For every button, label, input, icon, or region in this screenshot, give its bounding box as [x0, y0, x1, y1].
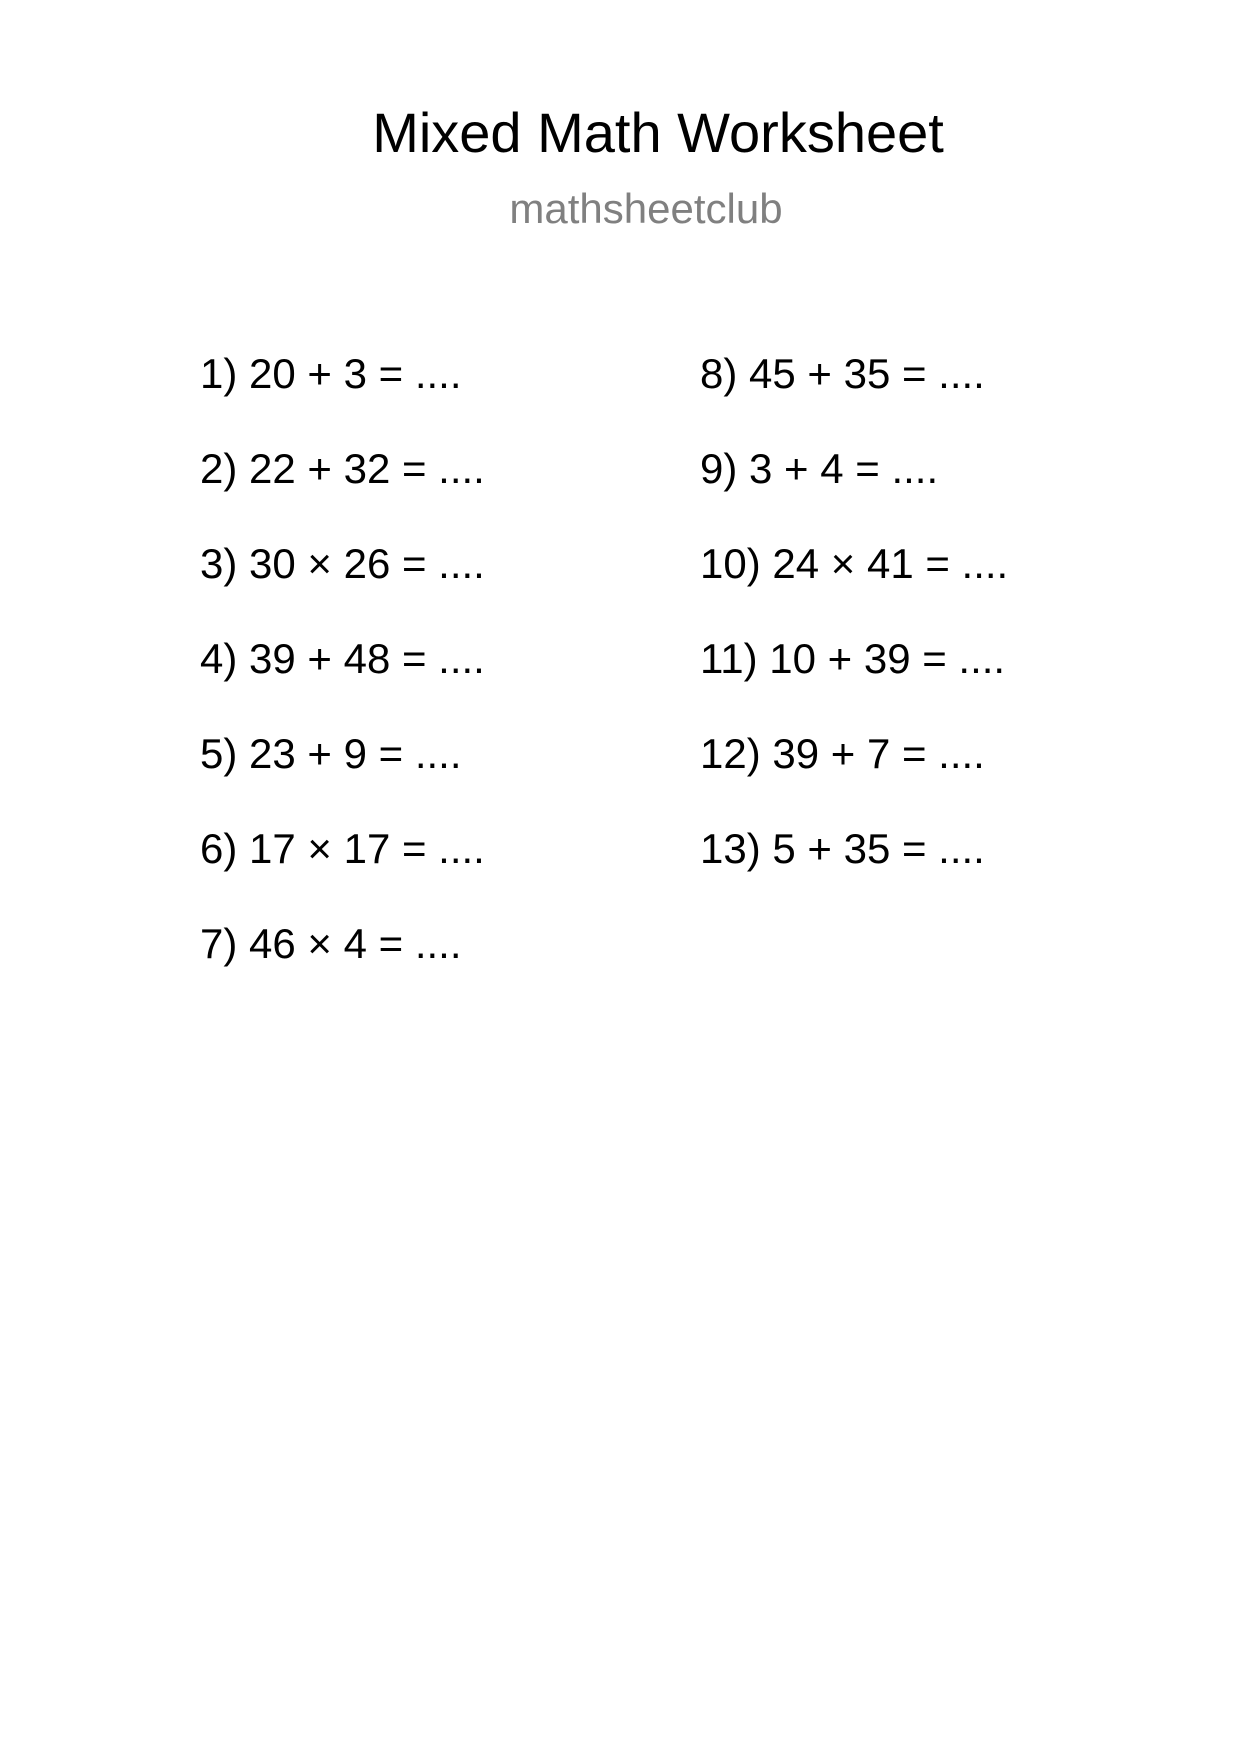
problem-item: 6) 17 × 17 = ....: [200, 825, 485, 872]
problem-item: 5) 23 + 9 = ....: [200, 730, 462, 777]
problem-item: 11) 10 + 39 = ....: [700, 635, 1006, 682]
page-title: Mixed Math Worksheet: [372, 101, 944, 164]
problem-item: 10) 24 × 41 = ....: [700, 540, 1009, 587]
page-subtitle: mathsheetclub: [509, 185, 783, 232]
problem-item: 2) 22 + 32 = ....: [200, 445, 485, 492]
problem-item: 4) 39 + 48 = ....: [200, 635, 485, 682]
problem-item: 7) 46 × 4 = ....: [200, 920, 462, 967]
problem-item: 1) 20 + 3 = ....: [200, 350, 462, 397]
problem-item: 3) 30 × 26 = ....: [200, 540, 485, 587]
problem-item: 8) 45 + 35 = ....: [700, 350, 985, 397]
problem-item: 13) 5 + 35 = ....: [700, 825, 985, 872]
problem-item: 9) 3 + 4 = ....: [700, 445, 939, 492]
problem-column-left: [200, 349, 485, 1014]
problem-column-right: [700, 349, 1008, 919]
problem-item: 12) 39 + 7 = ....: [700, 730, 985, 777]
